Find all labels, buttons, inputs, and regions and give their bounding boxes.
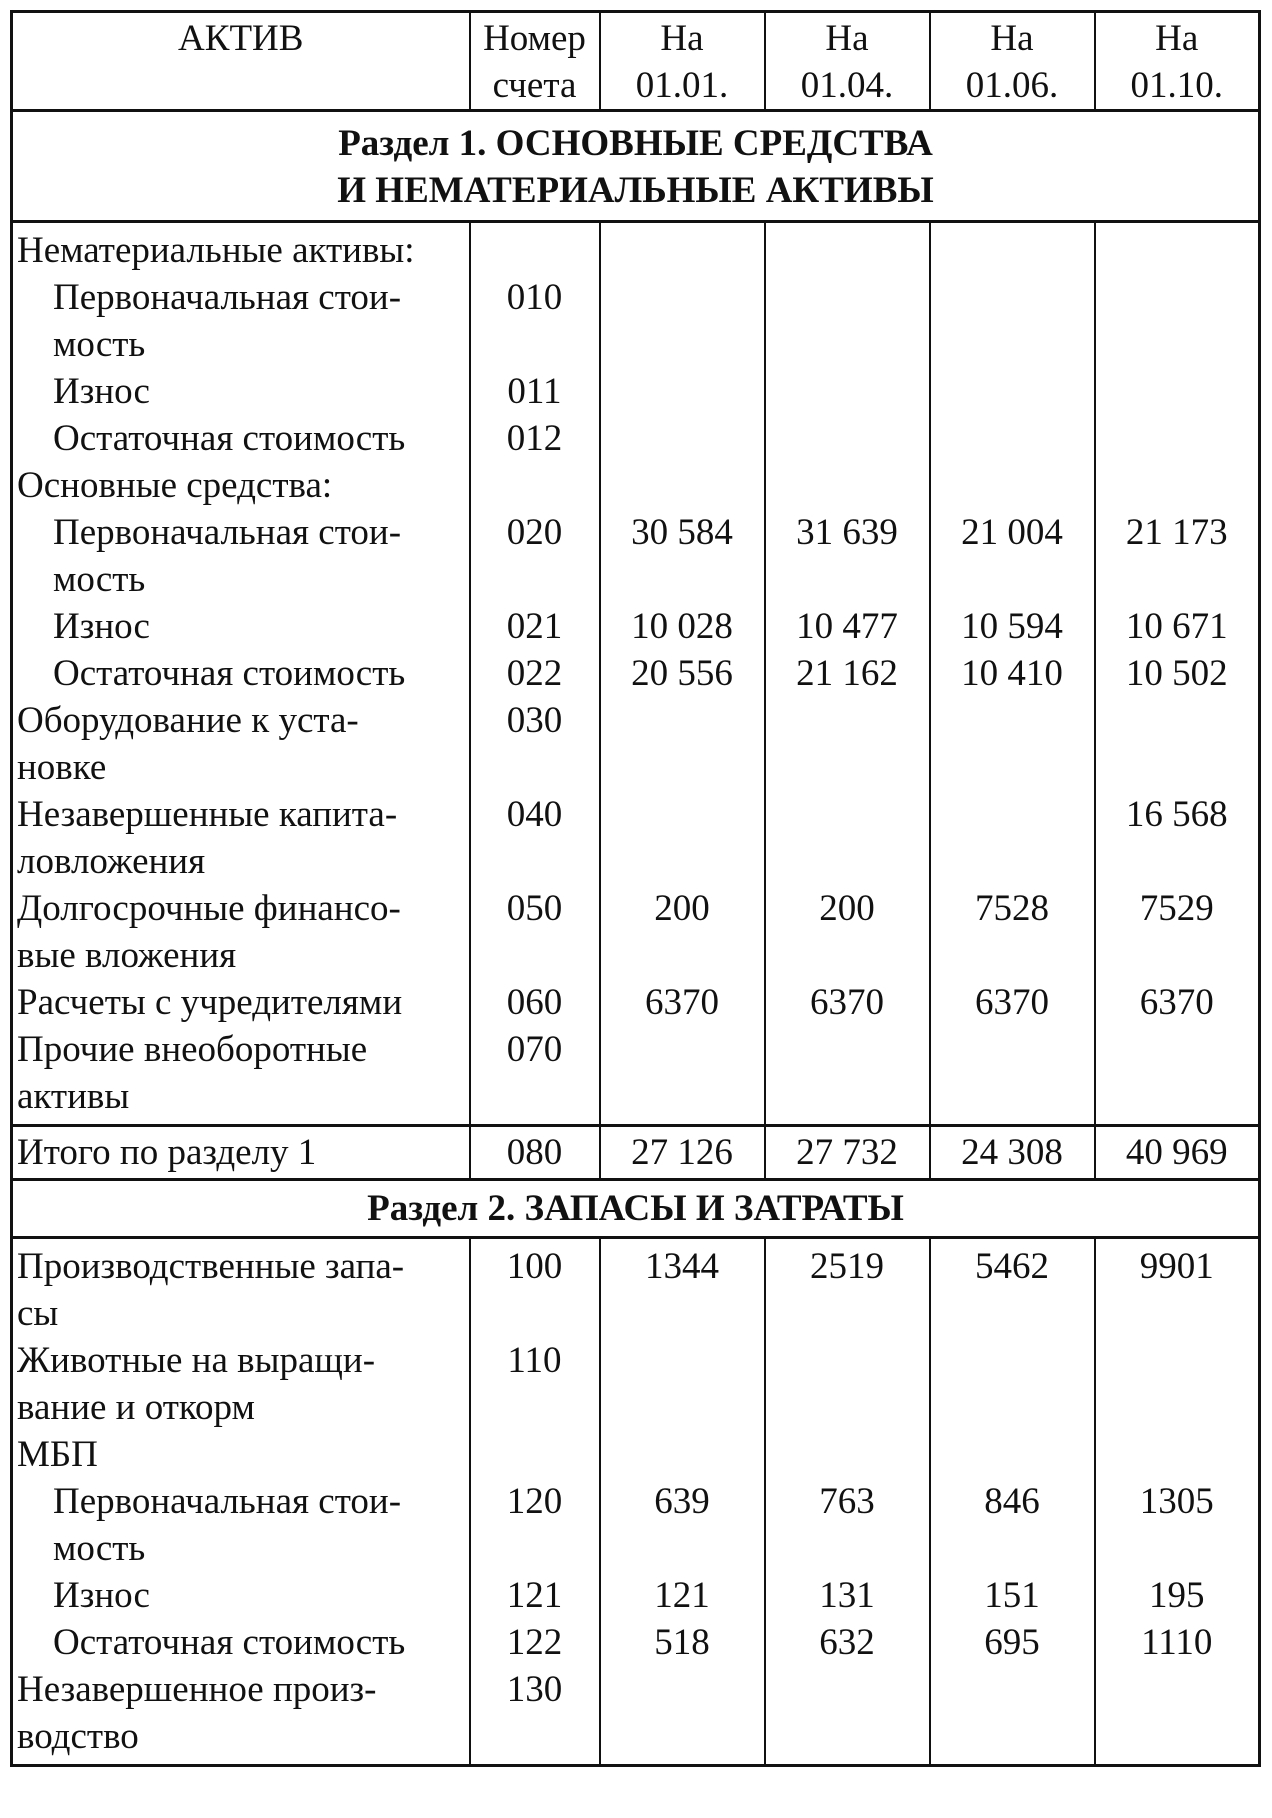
row-account-number (470, 462, 600, 509)
row-value-2 (765, 1431, 930, 1478)
row-value-1 (600, 462, 765, 509)
row-value-2: 31 639 (765, 509, 930, 603)
row-value-4 (1095, 462, 1260, 509)
row-value-2: 2519 (765, 1238, 930, 1338)
table-row (12, 697, 1260, 791)
row-account-number: 010 (470, 274, 600, 368)
section2-header-row (12, 1180, 1260, 1238)
row-value-4: 21 173 (1095, 509, 1260, 603)
table-row (12, 1619, 1260, 1666)
row-value-2 (765, 1666, 930, 1766)
row-value-3: 6370 (930, 979, 1095, 1026)
row-name: Производственные запа- сы (12, 1238, 470, 1338)
row-account-number: 050 (470, 885, 600, 979)
row-value-3 (930, 1666, 1095, 1766)
table-row (12, 368, 1260, 415)
row-value-4 (1095, 1431, 1260, 1478)
row-value-3 (930, 1337, 1095, 1431)
table-row (12, 650, 1260, 697)
row-account-number: 011 (470, 368, 600, 415)
row-value-1 (600, 368, 765, 415)
row-value-1 (600, 274, 765, 368)
row-account-number: 012 (470, 415, 600, 462)
row-value-1: 6370 (600, 979, 765, 1026)
row-value-4 (1095, 222, 1260, 275)
row-name: Незавершенные капита- ловложения (12, 791, 470, 885)
table-row (12, 1238, 1260, 1338)
row-account-number (470, 222, 600, 275)
row-value-4 (1095, 697, 1260, 791)
row-value-3 (930, 222, 1095, 275)
row-name: МБП (12, 1431, 470, 1478)
row-value-1: 20 556 (600, 650, 765, 697)
row-account-number: 121 (470, 1572, 600, 1619)
row-account-number (470, 1431, 600, 1478)
row-value-2: 632 (765, 1619, 930, 1666)
row-value-2: 131 (765, 1572, 930, 1619)
row-value-2: 10 477 (765, 603, 930, 650)
row-value-3 (930, 462, 1095, 509)
row-value-2 (765, 462, 930, 509)
row-value-3 (930, 1431, 1095, 1478)
total-account-number: 080 (470, 1126, 600, 1180)
table-row (12, 1431, 1260, 1478)
table-row (12, 1337, 1260, 1431)
table-row (12, 274, 1260, 368)
section1-total-row (12, 1126, 1260, 1180)
row-value-2: 21 162 (765, 650, 930, 697)
row-account-number: 122 (470, 1619, 600, 1666)
header-account-number: Номер счета (470, 12, 600, 111)
row-value-2: 6370 (765, 979, 930, 1026)
row-value-2 (765, 697, 930, 791)
row-name: Оборудование к уста- новке (12, 697, 470, 791)
row-value-2 (765, 1337, 930, 1431)
total-value-3: 24 308 (930, 1126, 1095, 1180)
row-value-1 (600, 222, 765, 275)
row-value-3: 151 (930, 1572, 1095, 1619)
row-name: Долгосрочные финансо- вые вложения (12, 885, 470, 979)
row-value-4 (1095, 1026, 1260, 1126)
total-label: Итого по разделу 1 (12, 1126, 470, 1180)
row-value-3 (930, 274, 1095, 368)
row-value-3: 7528 (930, 885, 1095, 979)
row-value-4: 1305 (1095, 1478, 1260, 1572)
header-asset: АКТИВ (12, 12, 470, 111)
row-value-4: 16 568 (1095, 791, 1260, 885)
row-value-4: 6370 (1095, 979, 1260, 1026)
row-name: Остаточная стоимость (12, 650, 470, 697)
row-value-1 (600, 791, 765, 885)
row-name: Первоначальная стои- мость (12, 509, 470, 603)
row-value-4: 1110 (1095, 1619, 1260, 1666)
table-row (12, 1026, 1260, 1126)
section1-title: Раздел 1. ОСНОВНЫЕ СРЕДСТВА И НЕМАТЕРИАЛЬНЫЕ АКТИВЫ (12, 111, 1260, 222)
row-value-1: 121 (600, 1572, 765, 1619)
row-value-4 (1095, 368, 1260, 415)
row-name: Остаточная стоимость (12, 415, 470, 462)
row-value-3: 21 004 (930, 509, 1095, 603)
row-value-3: 695 (930, 1619, 1095, 1666)
row-account-number: 030 (470, 697, 600, 791)
row-name: Животные на выращи- вание и откорм (12, 1337, 470, 1431)
row-name: Износ (12, 603, 470, 650)
row-account-number: 040 (470, 791, 600, 885)
table-row (12, 1666, 1260, 1766)
row-value-1 (600, 415, 765, 462)
row-name: Остаточная стоимость (12, 1619, 470, 1666)
row-value-3: 10 594 (930, 603, 1095, 650)
row-value-2 (765, 415, 930, 462)
table-row (12, 791, 1260, 885)
row-value-4 (1095, 1337, 1260, 1431)
section2-title: Раздел 2. ЗАПАСЫ И ЗАТРАТЫ (12, 1180, 1260, 1238)
table-row (12, 462, 1260, 509)
row-value-3 (930, 697, 1095, 791)
table-row (12, 509, 1260, 603)
table-row (12, 885, 1260, 979)
section1-header-row (12, 111, 1260, 222)
row-value-1 (600, 1026, 765, 1126)
total-value-1: 27 126 (600, 1126, 765, 1180)
row-value-1 (600, 697, 765, 791)
row-name: Первоначальная стои- мость (12, 274, 470, 368)
row-value-4 (1095, 415, 1260, 462)
row-account-number: 120 (470, 1478, 600, 1572)
row-value-1: 518 (600, 1619, 765, 1666)
row-value-2 (765, 368, 930, 415)
row-value-1: 639 (600, 1478, 765, 1572)
row-value-3 (930, 791, 1095, 885)
header-row (12, 12, 1260, 111)
row-value-1: 1344 (600, 1238, 765, 1338)
row-value-2 (765, 791, 930, 885)
row-account-number: 100 (470, 1238, 600, 1338)
row-account-number: 110 (470, 1337, 600, 1431)
row-name: Износ (12, 1572, 470, 1619)
table-row (12, 222, 1260, 275)
row-name: Первоначальная стои- мость (12, 1478, 470, 1572)
row-name: Расчеты с учредителями (12, 979, 470, 1026)
row-account-number: 070 (470, 1026, 600, 1126)
row-value-4: 10 502 (1095, 650, 1260, 697)
row-name: Прочие внеоборотные активы (12, 1026, 470, 1126)
row-value-1: 30 584 (600, 509, 765, 603)
row-value-1 (600, 1431, 765, 1478)
row-value-1: 10 028 (600, 603, 765, 650)
table-row (12, 1478, 1260, 1572)
row-account-number: 020 (470, 509, 600, 603)
row-value-3 (930, 415, 1095, 462)
row-name: Незавершенное произ- водство (12, 1666, 470, 1766)
row-value-4: 10 671 (1095, 603, 1260, 650)
row-value-3: 846 (930, 1478, 1095, 1572)
table-row (12, 415, 1260, 462)
row-value-2 (765, 222, 930, 275)
row-value-2: 200 (765, 885, 930, 979)
table-row (12, 1572, 1260, 1619)
row-value-3 (930, 1026, 1095, 1126)
row-value-2 (765, 274, 930, 368)
row-account-number: 060 (470, 979, 600, 1026)
row-name: Основные средства: (12, 462, 470, 509)
header-date-2: На 01.04. (765, 12, 930, 111)
table-row (12, 603, 1260, 650)
table-row (12, 979, 1260, 1026)
row-value-3 (930, 368, 1095, 415)
balance-sheet-table (10, 10, 1261, 1767)
row-account-number: 130 (470, 1666, 600, 1766)
total-value-2: 27 732 (765, 1126, 930, 1180)
row-value-3: 10 410 (930, 650, 1095, 697)
row-value-4: 195 (1095, 1572, 1260, 1619)
row-value-1 (600, 1666, 765, 1766)
row-account-number: 021 (470, 603, 600, 650)
row-value-2 (765, 1026, 930, 1126)
row-value-2: 763 (765, 1478, 930, 1572)
row-value-4: 9901 (1095, 1238, 1260, 1338)
header-date-3: На 01.06. (930, 12, 1095, 111)
row-value-4 (1095, 274, 1260, 368)
row-value-1: 200 (600, 885, 765, 979)
row-name: Нематериальные активы: (12, 222, 470, 275)
row-account-number: 022 (470, 650, 600, 697)
row-value-3: 5462 (930, 1238, 1095, 1338)
balance-sheet-page (10, 10, 1260, 1808)
row-value-4 (1095, 1666, 1260, 1766)
row-value-1 (600, 1337, 765, 1431)
header-date-1: На 01.01. (600, 12, 765, 111)
total-value-4: 40 969 (1095, 1126, 1260, 1180)
header-date-4: На 01.10. (1095, 12, 1260, 111)
row-name: Износ (12, 368, 470, 415)
row-value-4: 7529 (1095, 885, 1260, 979)
